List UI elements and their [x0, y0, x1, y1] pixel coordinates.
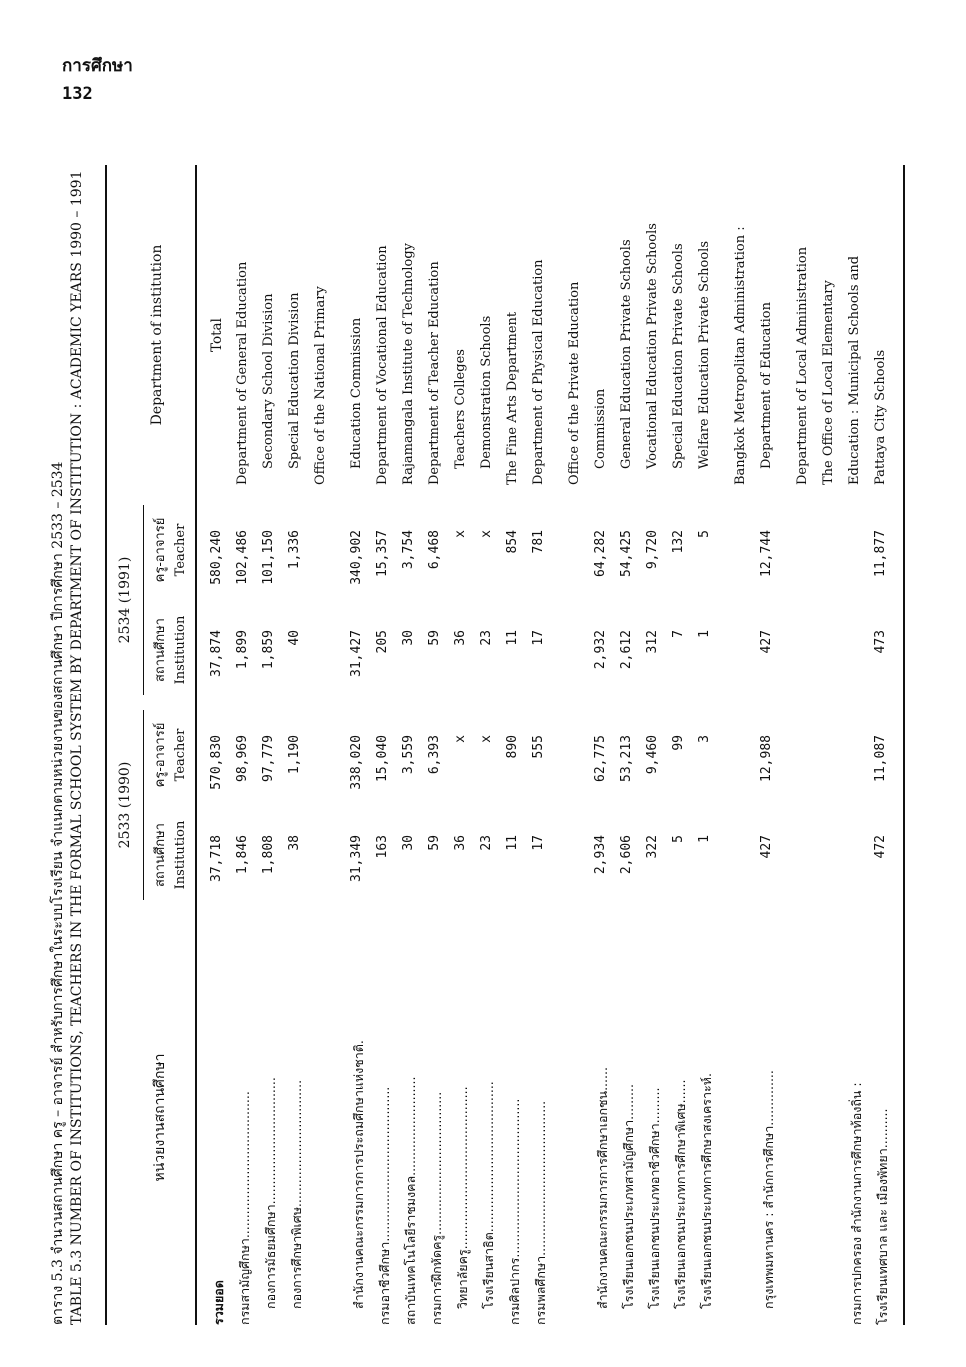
row-label-english: Office of the Private Education	[567, 281, 582, 485]
table-row	[791, 165, 817, 1325]
header-rule	[195, 165, 197, 1325]
section-title: การศึกษา	[62, 56, 133, 76]
institutions-1990: 38	[287, 835, 302, 851]
institutions-1991: 30	[401, 630, 416, 646]
row-label-thai: สถาบันเทคโนโลยีราชมงคล.........................	[403, 1076, 418, 1325]
row-label-english: General Education Private Schools	[619, 239, 634, 469]
teachers-1990: 3	[697, 735, 712, 743]
table-row	[231, 165, 257, 1325]
institutions-1991: 473	[873, 630, 888, 654]
institutions-1990: 472	[873, 835, 888, 859]
teachers-1991: 15,357	[375, 530, 390, 577]
institutions-1990: 427	[759, 835, 774, 859]
row-label-thai: กรมสามัญศึกษา.....................................	[237, 1091, 252, 1325]
institutions-1991: 205	[375, 630, 390, 654]
teachers-1990: x	[479, 735, 494, 743]
institutions-1991: 2,612	[619, 630, 634, 670]
row-label-thai: วิทยาลัยครู.........................................	[455, 1086, 470, 1309]
year-1990-rule	[143, 710, 144, 900]
institutions-1991: 312	[645, 630, 660, 654]
institutions-1990: 36	[453, 835, 468, 851]
row-label-english: Department of Teacher Education	[427, 261, 442, 485]
row-label-english: The Fine Arts Department	[505, 311, 520, 485]
teachers-1991: 102,486	[235, 530, 250, 585]
teachers-1991: 11,877	[873, 530, 888, 577]
row-label-english: Welfare Education Private Schools	[697, 241, 712, 469]
teachers-1991: 580,240	[209, 530, 224, 585]
teachers-1991: 3,754	[401, 530, 416, 570]
dept-header-thai: หน่วยงานสถานศึกษา	[152, 1053, 168, 1182]
row-label-english: Department of Vocational Education	[375, 245, 390, 485]
row-label-thai: กรมศิลปากร........................................	[507, 1098, 522, 1325]
row-label-english: Education : Municipal Schools and	[847, 255, 862, 485]
teachers-1991: 12,744	[759, 530, 774, 577]
table-row	[667, 165, 693, 1325]
top-rule	[105, 165, 107, 1325]
row-label-thai: กรมอาชีวศึกษา.......................................	[377, 1086, 392, 1325]
sub-teacher-1991: ครู-อาจารย์ Teacher	[153, 517, 188, 583]
rotated-table	[45, 165, 945, 1325]
row-label-thai: โรงเรียนเอกชนประเภทสามัญศึกษา.........	[621, 1084, 636, 1309]
institutions-1990: 1,846	[235, 835, 250, 875]
institutions-1991: 1,899	[235, 630, 250, 670]
table-row	[563, 165, 589, 1325]
teachers-1990: 3,559	[401, 735, 416, 775]
teachers-1991: 6,468	[427, 530, 442, 570]
row-label-english: Department of Education	[759, 302, 774, 469]
page-number: 132	[62, 84, 93, 104]
table-row	[817, 165, 843, 1325]
institutions-1991: 59	[427, 630, 442, 646]
institutions-1991: 11	[505, 630, 520, 646]
row-label-english: Secondary School Division	[261, 293, 276, 469]
row-label-english: The Office of Local Elementary	[821, 280, 836, 485]
teachers-1991: 5	[697, 530, 712, 538]
table-row	[843, 165, 869, 1325]
institutions-1990: 5	[671, 835, 686, 843]
teachers-1991: 781	[531, 530, 546, 554]
table-row	[693, 165, 719, 1325]
institutions-1990: 163	[375, 835, 390, 859]
institutions-1990: 1,808	[261, 835, 276, 875]
year-1990-header: 2533 (1990)	[117, 761, 133, 849]
institutions-1991: 2,932	[593, 630, 608, 670]
row-label-thai: สำนักงานคณะกรรมการการประถมศึกษาแห่งชาติ.	[351, 1040, 366, 1309]
row-label-english: Special Education Division	[287, 292, 302, 469]
teachers-1991: 132	[671, 530, 686, 554]
teachers-1990: 11,087	[873, 735, 888, 782]
institutions-1990: 31,349	[349, 835, 364, 882]
table-row	[589, 165, 615, 1325]
teachers-1990: 62,775	[593, 735, 608, 782]
table-row	[257, 165, 283, 1325]
teachers-1990: 890	[505, 735, 520, 759]
table-row	[397, 165, 423, 1325]
row-label-thai: กองการศึกษาพิเศษ................................	[289, 1079, 304, 1309]
row-label-thai: กองการมัธยมศึกษา................................	[263, 1077, 278, 1309]
table-row	[755, 165, 781, 1325]
bottom-rule	[903, 165, 905, 1325]
teachers-1990: 15,040	[375, 735, 390, 782]
teachers-1990: 1,190	[287, 735, 302, 775]
table-row	[475, 165, 501, 1325]
table-row	[345, 165, 371, 1325]
row-label-english: Commission	[593, 388, 608, 469]
table-row	[371, 165, 397, 1325]
teachers-1991: 101,150	[261, 530, 276, 585]
teachers-1990: 338,020	[349, 735, 364, 790]
table-row	[501, 165, 527, 1325]
row-label-english: Department of Physical Education	[531, 259, 546, 485]
institutions-1990: 17	[531, 835, 546, 851]
institutions-1990: 322	[645, 835, 660, 859]
teachers-1991: 1,336	[287, 530, 302, 570]
teachers-1990: 570,830	[209, 735, 224, 790]
row-label-english: Pattaya City Schools	[873, 349, 888, 485]
row-label-thai: กรมการปกครอง สำนักงานการศึกษาท้องถิ่น :	[849, 1082, 864, 1325]
institutions-1991: 40	[287, 630, 302, 646]
row-label-thai: รวมยอด	[211, 1280, 226, 1325]
row-label-thai: โรงเรียนเอกชนประเภทอาชีวศึกษา.........	[647, 1087, 662, 1309]
institutions-1991: 37,874	[209, 630, 224, 677]
table-row	[309, 165, 335, 1325]
teachers-1991: 64,282	[593, 530, 608, 577]
sub-teacher-1990: ครู-อาจารย์ Teacher	[153, 722, 188, 788]
institutions-1991: 23	[479, 630, 494, 646]
institutions-1991: 17	[531, 630, 546, 646]
row-label-thai: โรงเรียนสาธิต......................................	[481, 1081, 496, 1309]
institutions-1990: 11	[505, 835, 520, 851]
teachers-1990: 99	[671, 735, 686, 751]
teachers-1991: 9,720	[645, 530, 660, 570]
row-label-english: Office of the National Primary	[313, 286, 328, 485]
row-label-thai: กรุงเทพมหานคร : สำนักการศึกษา..............	[761, 1070, 776, 1309]
row-label-thai: โรงเรียนเอกชนประเภทการศึกษาสงเคราะห์.	[699, 1073, 714, 1309]
teachers-1991: 340,902	[349, 530, 364, 585]
teachers-1990: 555	[531, 735, 546, 759]
teachers-1991: 854	[505, 530, 520, 554]
row-label-english: Department of General Education	[235, 261, 250, 485]
institutions-1991: 36	[453, 630, 468, 646]
sub-institution-1991: สถานศึกษา Institution	[153, 615, 188, 685]
institutions-1990: 23	[479, 835, 494, 851]
row-label-english: Rajamangala Institute of Technology	[401, 242, 416, 485]
dept-header-english: Department of institution	[149, 244, 165, 426]
row-label-thai: สำนักงานคณะกรรมการการศึกษาเอกชน......	[595, 1067, 610, 1309]
row-label-english: Demonstration Schools	[479, 315, 494, 469]
teachers-1991: x	[453, 530, 468, 538]
teachers-1990: 97,779	[261, 735, 276, 782]
row-label-thai: โรงเรียนเทศบาล และ เมืองพัทยา..........	[875, 1108, 890, 1325]
table-row	[615, 165, 641, 1325]
row-label-english: Vocational Education Private Schools	[645, 223, 660, 469]
sub-institution-1990: สถานศึกษา Institution	[153, 820, 188, 890]
row-label-english: Special Education Private Schools	[671, 243, 686, 469]
row-label-thai: โรงเรียนเอกชนประเภทการศึกษาพิเศษ......	[673, 1079, 688, 1309]
institutions-1990: 2,934	[593, 835, 608, 875]
row-label-thai: กรมพลศึกษา.......................................	[533, 1100, 548, 1325]
table-row	[423, 165, 449, 1325]
teachers-1990: 6,393	[427, 735, 442, 775]
table-row	[729, 165, 755, 1325]
row-label-thai: กรมการฝึกหัดครู....................................	[429, 1091, 444, 1325]
teachers-1990: 9,460	[645, 735, 660, 775]
table-row	[283, 165, 309, 1325]
teachers-1990: 53,213	[619, 735, 634, 782]
table-title-thai: ตาราง 5.3 จำนวนสถานศึกษา ครู – อาจารย์ สำหรับการศึกษาในระบบโรงเรียน จำแนกตามหน่วยงานของสถานศึกษา ปีการศึกษา 2533 – 2534	[50, 461, 66, 1325]
institutions-1990: 30	[401, 835, 416, 851]
year-1991-rule	[143, 505, 144, 695]
row-label-english: Teachers Colleges	[453, 349, 468, 469]
row-label-english: Department of Local Administration	[795, 246, 810, 485]
institutions-1991: 1,859	[261, 630, 276, 670]
table-row	[449, 165, 475, 1325]
institutions-1991: 7	[671, 630, 686, 638]
row-label-english: Bangkok Metropolitan Administration :	[733, 226, 748, 485]
institutions-1991: 31,427	[349, 630, 364, 677]
row-label-english: Education Commission	[349, 317, 364, 469]
teachers-1991: 54,425	[619, 530, 634, 577]
institutions-1990: 37,718	[209, 835, 224, 882]
table-row	[527, 165, 553, 1325]
table-row	[205, 165, 231, 1325]
institutions-1990: 1	[697, 835, 712, 843]
institutions-1990: 2,606	[619, 835, 634, 875]
institutions-1991: 427	[759, 630, 774, 654]
table-row	[641, 165, 667, 1325]
teachers-1991: x	[479, 530, 494, 538]
table-title-english: TABLE 5.3 NUMBER OF INSTITUTIONS, TEACHERS IN THE FORMAL SCHOOL SYSTEM BY DEPARTMENT OF INSTITUTION : ACADEMIC YEARS 1990 – 1991	[69, 170, 85, 1325]
institutions-1991: 1	[697, 630, 712, 638]
row-label-english: Total	[209, 318, 225, 352]
teachers-1990: 98,969	[235, 735, 250, 782]
teachers-1990: x	[453, 735, 468, 743]
year-1991-header: 2534 (1991)	[117, 556, 133, 644]
teachers-1990: 12,988	[759, 735, 774, 782]
table-row	[869, 165, 895, 1325]
institutions-1990: 59	[427, 835, 442, 851]
